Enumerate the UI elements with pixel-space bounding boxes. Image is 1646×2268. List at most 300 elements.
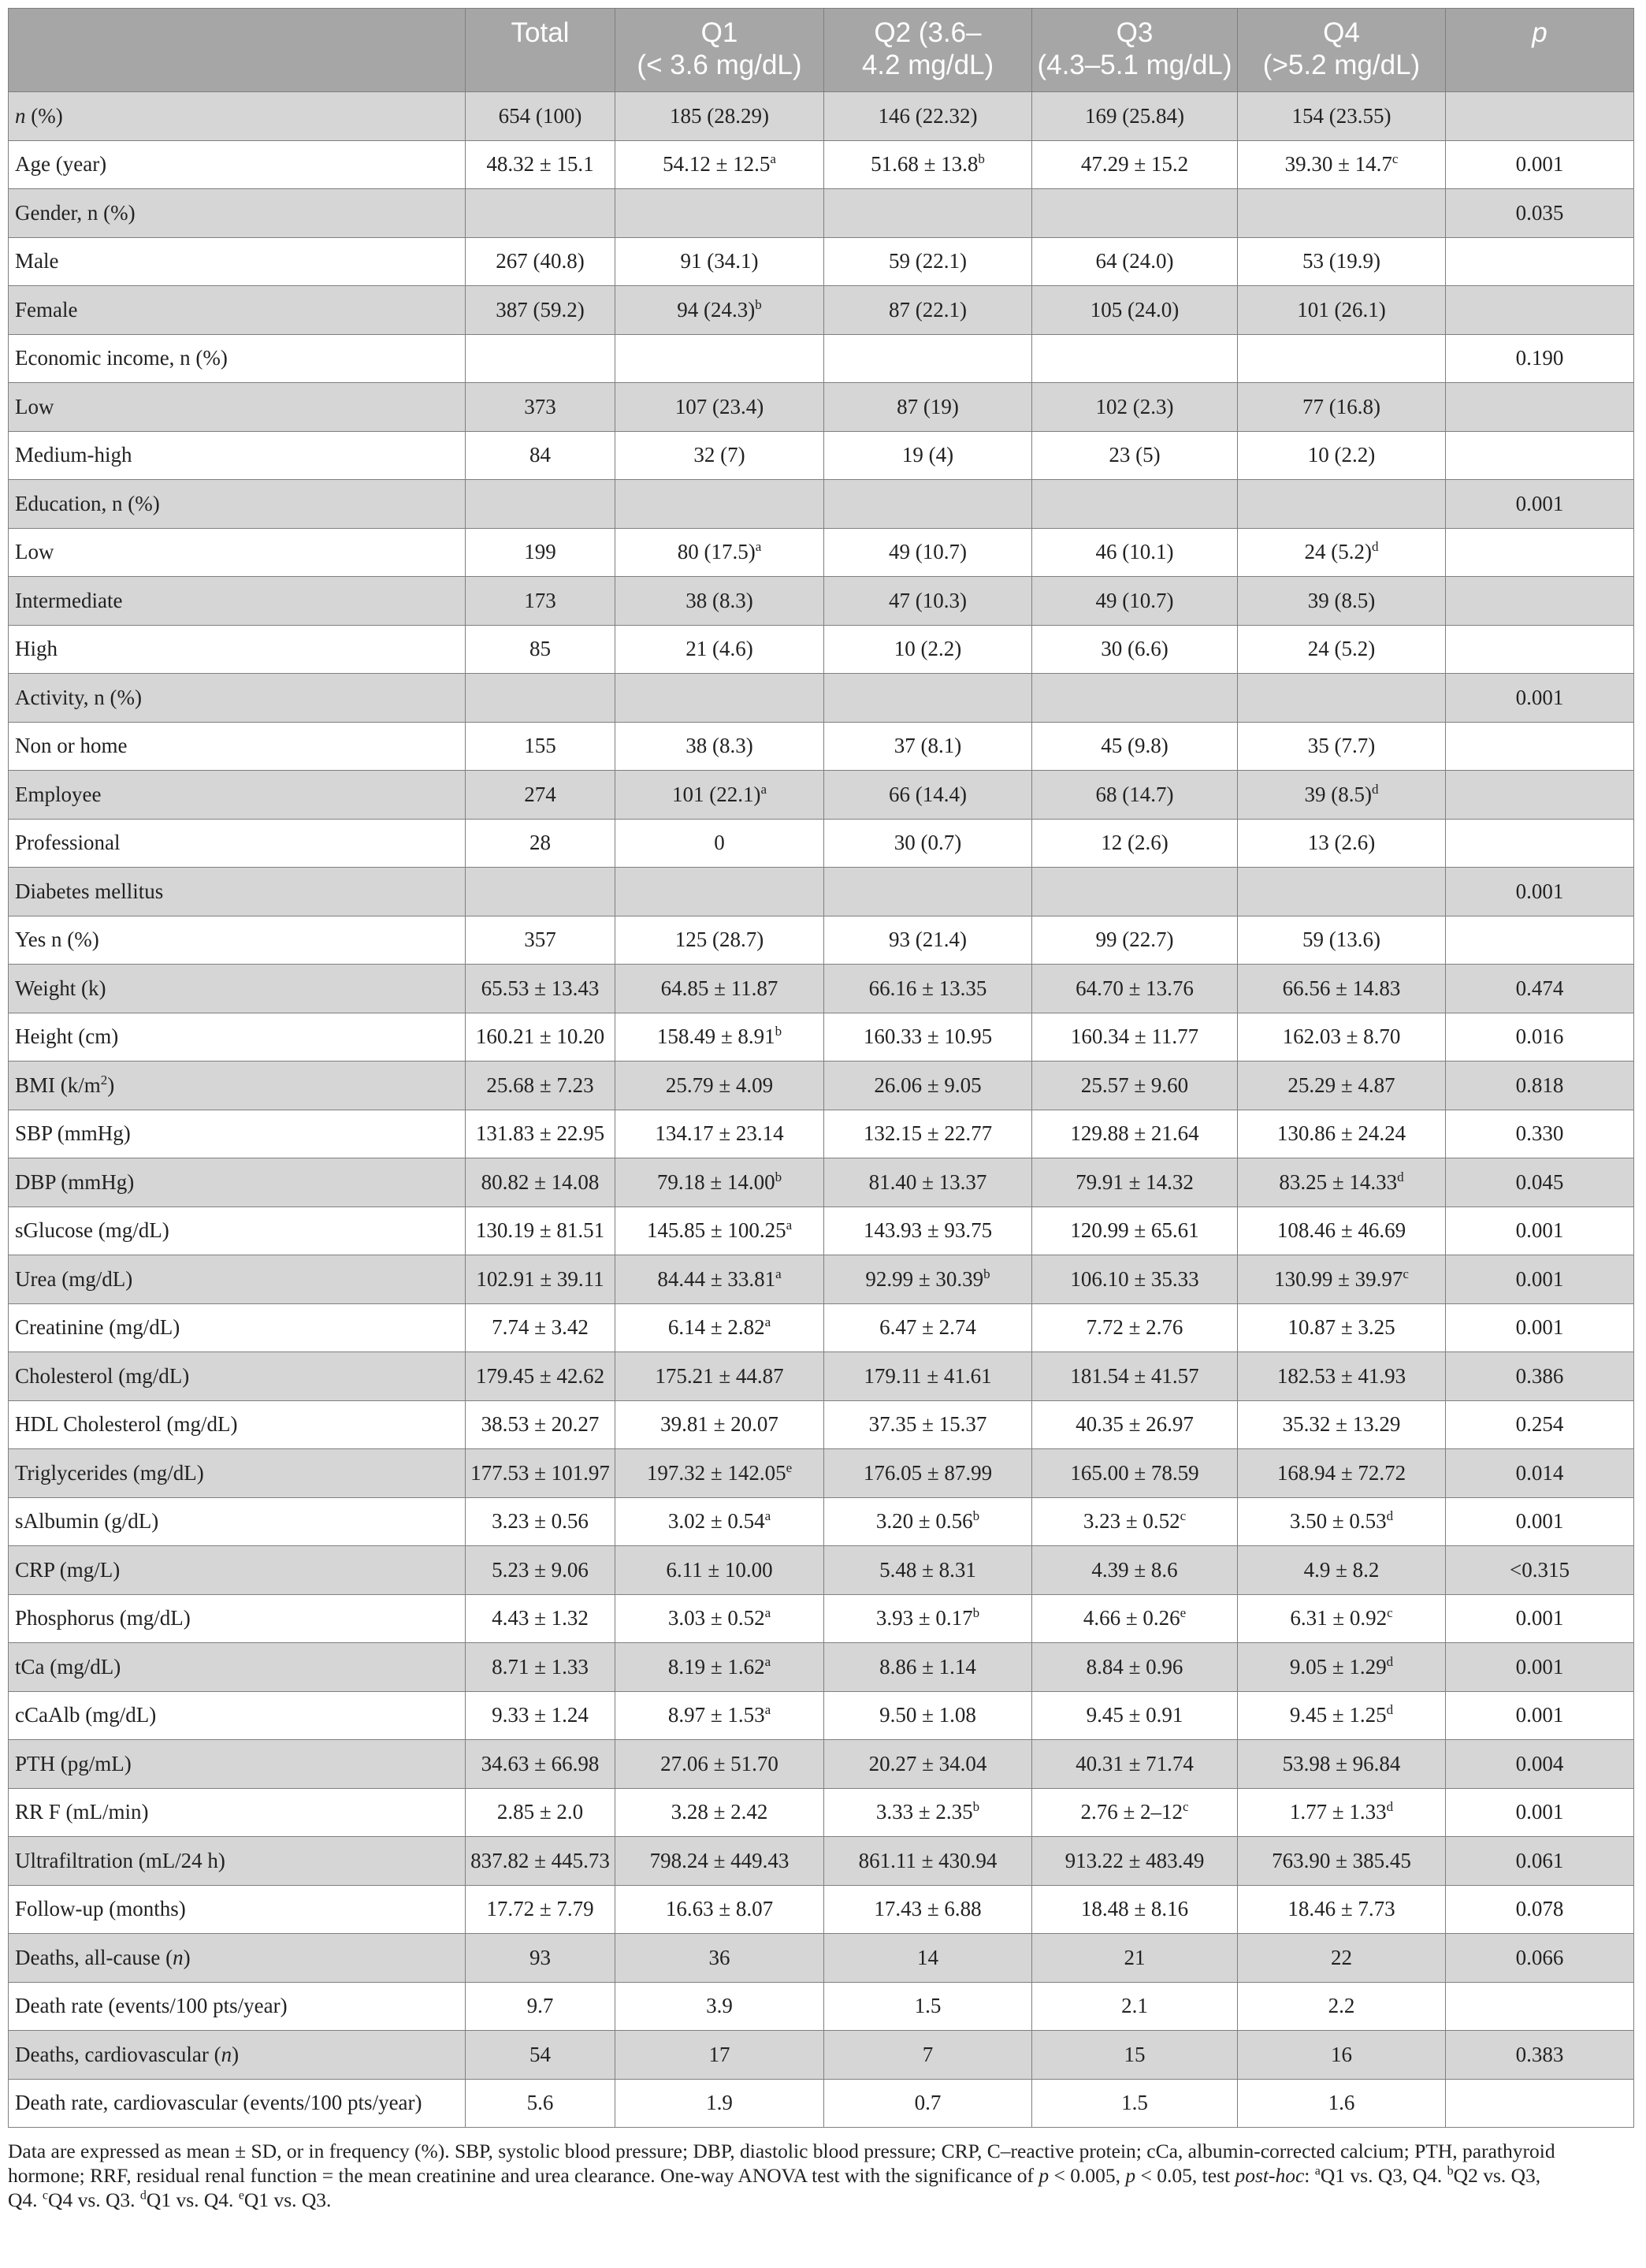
- row-label: Activity, n (%): [9, 674, 466, 723]
- row-label: Employee: [9, 771, 466, 820]
- cell-q2: 8.86 ± 1.14: [824, 1643, 1032, 1692]
- cell-q1: [615, 868, 824, 916]
- cell-q4: 22: [1238, 1934, 1446, 1983]
- row-label: Deaths, cardiovascular (n): [9, 2031, 466, 2080]
- cell-q4: 24 (5.2): [1238, 625, 1446, 674]
- table-body: [9, 92, 1634, 2128]
- cell-q4: 39 (8.5): [1238, 577, 1446, 626]
- cell-q1: 36: [615, 1934, 824, 1983]
- table-row: [9, 237, 1634, 286]
- cell-q4: 53.98 ± 96.84: [1238, 1740, 1446, 1789]
- cell-q1: 54.12 ± 12.5$^a$: [615, 140, 824, 189]
- cell-p: 0.383: [1446, 2031, 1634, 2080]
- table-row: [9, 480, 1634, 529]
- table-row: [9, 674, 1634, 723]
- table-container: [8, 8, 1633, 2128]
- table-row: [9, 189, 1634, 238]
- cell-q2: 1.5: [824, 1982, 1032, 2031]
- row-label: Education, n (%): [9, 480, 466, 529]
- table-row: [9, 1788, 1634, 1837]
- cell-q3: 99 (22.7): [1032, 916, 1238, 965]
- cell-p: [1446, 383, 1634, 432]
- cell-p: [1446, 237, 1634, 286]
- cell-q1: 38 (8.3): [615, 577, 824, 626]
- cell-q4: 9.05 ± 1.29$^d$: [1238, 1643, 1446, 1692]
- cell-p: [1446, 916, 1634, 965]
- cell-p: 0.001: [1446, 1497, 1634, 1546]
- cell-q3: 8.84 ± 0.96: [1032, 1643, 1238, 1692]
- cell-total: 25.68 ± 7.23: [466, 1061, 615, 1110]
- cell-q3: 25.57 ± 9.60: [1032, 1061, 1238, 1110]
- header-q3: Q3 (4.3–5.1 mg/dL): [1032, 9, 1238, 92]
- cell-total: 65.53 ± 13.43: [466, 965, 615, 1013]
- cell-p: [1446, 92, 1634, 141]
- cell-q2: 176.05 ± 87.99: [824, 1449, 1032, 1498]
- table-row: [9, 1207, 1634, 1255]
- cell-q1: [615, 334, 824, 383]
- row-label: Phosphorus (mg/dL): [9, 1594, 466, 1643]
- row-label: Yes n (%): [9, 916, 466, 965]
- table-row: [9, 1643, 1634, 1692]
- table-row: [9, 140, 1634, 189]
- cell-q1: 84.44 ± 33.81$^a$: [615, 1255, 824, 1304]
- cell-q1: 101 $(22.1)^a$: [615, 771, 824, 820]
- cell-q3: 23 (5): [1032, 431, 1238, 480]
- cell-q3: 45 (9.8): [1032, 722, 1238, 771]
- cell-q1: 91 (34.1): [615, 237, 824, 286]
- cell-q3: [1032, 674, 1238, 723]
- cell-q3: $2.76 \pm 2-12^c$: [1032, 1788, 1238, 1837]
- row-label: n (%): [9, 92, 466, 141]
- cell-q4: [1238, 674, 1446, 723]
- cell-p: 0.001: [1446, 1788, 1634, 1837]
- table-row: [9, 2079, 1634, 2128]
- row-label: sAlbumin (g/dL): [9, 1497, 466, 1546]
- cell-q3: [1032, 334, 1238, 383]
- cell-q3: 120.99 ± 65.61: [1032, 1207, 1238, 1255]
- cell-q1: 3.9: [615, 1982, 824, 2031]
- cell-p: 0.045: [1446, 1158, 1634, 1207]
- cell-q3: 18.48 ± 8.16: [1032, 1885, 1238, 1934]
- cell-q1: 32 (7): [615, 431, 824, 480]
- cell-total: 54: [466, 2031, 615, 2080]
- row-label: Deaths, all-cause (n): [9, 1934, 466, 1983]
- cell-total: 357: [466, 916, 615, 965]
- cell-q4: [1238, 189, 1446, 238]
- table-row: [9, 965, 1634, 1013]
- cell-p: 0.001: [1446, 1643, 1634, 1692]
- table-row: [9, 92, 1634, 141]
- cell-q4: 24 $(5.2)^d$: [1238, 528, 1446, 577]
- cell-q2: 87 (22.1): [824, 286, 1032, 335]
- cell-total: 38.53 ± 20.27: [466, 1400, 615, 1449]
- cell-q4: 108.46 ± 46.69: [1238, 1207, 1446, 1255]
- cell-q2: 19 (4): [824, 431, 1032, 480]
- cell-q1: 6.11 ± 10.00: [615, 1546, 824, 1595]
- cell-p: 0.001: [1446, 1255, 1634, 1304]
- row-label: Death rate (events/100 pts/year): [9, 1982, 466, 2031]
- row-label: Death rate, cardiovascular (events/100 pts/year): [9, 2079, 466, 2128]
- cell-q4: 130.99 ± 39.97$^c$: [1238, 1255, 1446, 1304]
- row-label: Triglycerides (mg/dL): [9, 1449, 466, 1498]
- cell-total: 17.72 ± 7.79: [466, 1885, 615, 1934]
- table-row: [9, 383, 1634, 432]
- cell-p: [1446, 625, 1634, 674]
- row-label: Cholesterol (mg/dL): [9, 1352, 466, 1401]
- cell-q4: 154 (23.55): [1238, 92, 1446, 141]
- cell-q1: 79.18 ± 14.00$^b$: [615, 1158, 824, 1207]
- cell-total: 9.7: [466, 1982, 615, 2031]
- cell-q2: [824, 480, 1032, 529]
- cell-q3: 40.35 ± 26.97: [1032, 1400, 1238, 1449]
- row-label: CRP (mg/L): [9, 1546, 466, 1595]
- cell-total: 131.83 ± 22.95: [466, 1110, 615, 1158]
- cell-q1: 125 (28.7): [615, 916, 824, 965]
- cell-q1: 80 $(17.5)^a$: [615, 528, 824, 577]
- cell-total: 654 (100): [466, 92, 615, 141]
- cell-q3: [1032, 480, 1238, 529]
- cell-q3: 64 (24.0): [1032, 237, 1238, 286]
- cell-total: [466, 480, 615, 529]
- cell-total: [466, 868, 615, 916]
- cell-p: 0.078: [1446, 1885, 1634, 1934]
- cell-q4: 13 (2.6): [1238, 819, 1446, 868]
- table-row: [9, 1837, 1634, 1886]
- cell-total: [466, 189, 615, 238]
- cell-p: 0.001: [1446, 480, 1634, 529]
- cell-q2: 37.35 ± 15.37: [824, 1400, 1032, 1449]
- cell-total: 84: [466, 431, 615, 480]
- cell-q4: 83.25 ± 14.33$^d$: [1238, 1158, 1446, 1207]
- cell-q2: 0.7: [824, 2079, 1032, 2128]
- cell-q1: [615, 480, 824, 529]
- cell-q1: 197.32 ± 142.05$^e$: [615, 1449, 824, 1498]
- cell-total: 373: [466, 383, 615, 432]
- table-row: [9, 1982, 1634, 2031]
- row-label: Diabetes mellitus: [9, 868, 466, 916]
- cell-p: [1446, 771, 1634, 820]
- row-label: HDL Cholesterol (mg/dL): [9, 1400, 466, 1449]
- row-label: High: [9, 625, 466, 674]
- table-row: [9, 1934, 1634, 1983]
- row-label: cCaAlb (mg/dL): [9, 1691, 466, 1740]
- cell-q4: 2.2: [1238, 1982, 1446, 2031]
- cell-q1: 94 $(24.3)^b$: [615, 286, 824, 335]
- cell-q2: 3.20 ± 0.56$^b$: [824, 1497, 1032, 1546]
- cell-q4: 18.46 ± 7.73: [1238, 1885, 1446, 1934]
- cell-q1: 175.21 ± 44.87: [615, 1352, 824, 1401]
- cell-q4: 130.86 ± 24.24: [1238, 1110, 1446, 1158]
- cell-p: [1446, 577, 1634, 626]
- cell-q3: 106.10 ± 35.33: [1032, 1255, 1238, 1304]
- table-row: [9, 1158, 1634, 1207]
- row-label: Low: [9, 528, 466, 577]
- cell-total: 7.74 ± 3.42: [466, 1303, 615, 1352]
- cell-p: [1446, 1982, 1634, 2031]
- cell-q4: 10 (2.2): [1238, 431, 1446, 480]
- table-row: [9, 1110, 1634, 1158]
- cell-q3: 169 (25.84): [1032, 92, 1238, 141]
- cell-q2: 37 (8.1): [824, 722, 1032, 771]
- cell-q3: 12 (2.6): [1032, 819, 1238, 868]
- cell-q4: 66.56 ± 14.83: [1238, 965, 1446, 1013]
- table-row: [9, 819, 1634, 868]
- cell-q2: 3.93 ± 0.17$^b$: [824, 1594, 1032, 1643]
- cell-p: [1446, 286, 1634, 335]
- cell-q1: 27.06 ± 51.70: [615, 1740, 824, 1789]
- cell-q2: 6.47 ± 2.74: [824, 1303, 1032, 1352]
- cell-q4: 162.03 ± 8.70: [1238, 1013, 1446, 1061]
- header-total: Total: [466, 9, 615, 92]
- table-row: [9, 722, 1634, 771]
- cell-q4: 1.6: [1238, 2079, 1446, 2128]
- table-row: [9, 1303, 1634, 1352]
- row-label: Intermediate: [9, 577, 466, 626]
- cell-q2: 143.93 ± 93.75: [824, 1207, 1032, 1255]
- cell-q3: 129.88 ± 21.64: [1032, 1110, 1238, 1158]
- cell-p: 0.035: [1446, 189, 1634, 238]
- cell-total: 9.33 ± 1.24: [466, 1691, 615, 1740]
- cell-q4: [1238, 480, 1446, 529]
- cell-q2: 49 (10.7): [824, 528, 1032, 577]
- cell-q1: 8.97 ± 1.53$^a$: [615, 1691, 824, 1740]
- cell-total: 4.43 ± 1.32: [466, 1594, 615, 1643]
- cell-q4: 39.30 ± 14.7$^c$: [1238, 140, 1446, 189]
- cell-q1: 6.14 ± 2.82$^a$: [615, 1303, 824, 1352]
- cell-total: 93: [466, 1934, 615, 1983]
- table-row: [9, 1061, 1634, 1110]
- row-label: RR F (mL/min): [9, 1788, 466, 1837]
- table-row: [9, 334, 1634, 383]
- cell-total: 102.91 ± 39.11: [466, 1255, 615, 1304]
- cell-total: [466, 334, 615, 383]
- row-label: tCa (mg/dL): [9, 1643, 466, 1692]
- header-q1: Q1 (< 3.6 mg/dL): [615, 9, 824, 92]
- cell-p: 0.001: [1446, 1207, 1634, 1255]
- cell-q4: 59 (13.6): [1238, 916, 1446, 965]
- cell-p: 0.330: [1446, 1110, 1634, 1158]
- cell-total: 80.82 ± 14.08: [466, 1158, 615, 1207]
- cell-q3: 160.34 ± 11.77: [1032, 1013, 1238, 1061]
- cell-p: [1446, 819, 1634, 868]
- table-row: [9, 1691, 1634, 1740]
- row-label: Creatinine (mg/dL): [9, 1303, 466, 1352]
- cell-q4: 9.45 ± 1.25$^d$: [1238, 1691, 1446, 1740]
- cell-q4: 763.90 ± 385.45: [1238, 1837, 1446, 1886]
- row-label: Ultrafiltration (mL/24 h): [9, 1837, 466, 1886]
- cell-q3: 21: [1032, 1934, 1238, 1983]
- cell-p: 0.004: [1446, 1740, 1634, 1789]
- cell-total: 837.82 ± 445.73: [466, 1837, 615, 1886]
- cell-q3: 7.72 ± 2.76: [1032, 1303, 1238, 1352]
- cell-q1: 134.17 ± 23.14: [615, 1110, 824, 1158]
- row-label: Follow-up (months): [9, 1885, 466, 1934]
- data-table: [8, 8, 1634, 2128]
- cell-q1: 8.19 ± 1.62$^a$: [615, 1643, 824, 1692]
- cell-q1: 21 (4.6): [615, 625, 824, 674]
- table-row: [9, 1497, 1634, 1546]
- cell-p: 0.190: [1446, 334, 1634, 383]
- cell-q2: 93 (21.4): [824, 916, 1032, 965]
- cell-q3: 68 (14.7): [1032, 771, 1238, 820]
- header-q2: Q2 (3.6– 4.2 mg/dL): [824, 9, 1032, 92]
- cell-p: [1446, 2079, 1634, 2128]
- cell-q4: 101 (26.1): [1238, 286, 1446, 335]
- cell-p: 0.014: [1446, 1449, 1634, 1498]
- cell-total: 387 (59.2): [466, 286, 615, 335]
- cell-q2: 51.68 ± 13.8$^b$: [824, 140, 1032, 189]
- cell-q3: 47.29 ± 15.2: [1032, 140, 1238, 189]
- table-row: [9, 1013, 1634, 1061]
- cell-q2: 7: [824, 2031, 1032, 2080]
- cell-p: <0.315: [1446, 1546, 1634, 1595]
- cell-q2: 10 (2.2): [824, 625, 1032, 674]
- cell-q1: 64.85 ± 11.87: [615, 965, 824, 1013]
- cell-q3: [1032, 189, 1238, 238]
- cell-q4: 77 (16.8): [1238, 383, 1446, 432]
- cell-p: 0.001: [1446, 140, 1634, 189]
- cell-p: 0.061: [1446, 1837, 1634, 1886]
- row-label: Professional: [9, 819, 466, 868]
- cell-q2: 179.11 ± 41.61: [824, 1352, 1032, 1401]
- table-row: [9, 1885, 1634, 1934]
- table-row: [9, 286, 1634, 335]
- cell-total: 173: [466, 577, 615, 626]
- cell-total: 28: [466, 819, 615, 868]
- cell-q2: 5.48 ± 8.31: [824, 1546, 1032, 1595]
- cell-q2: 14: [824, 1934, 1032, 1983]
- cell-q1: 0: [615, 819, 824, 868]
- cell-q2: 66 (14.4): [824, 771, 1032, 820]
- cell-total: 160.21 ± 10.20: [466, 1013, 615, 1061]
- row-label: Age (year): [9, 140, 466, 189]
- cell-q4: 168.94 ± 72.72: [1238, 1449, 1446, 1498]
- cell-q3: 79.91 ± 14.32: [1032, 1158, 1238, 1207]
- cell-q3: 15: [1032, 2031, 1238, 2080]
- cell-total: [466, 674, 615, 723]
- cell-q3: 9.45 ± 0.91: [1032, 1691, 1238, 1740]
- cell-total: 2.85 ± 2.0: [466, 1788, 615, 1837]
- cell-q2: 47 (10.3): [824, 577, 1032, 626]
- cell-q1: 17: [615, 2031, 824, 2080]
- cell-q1: 3.02 ± 0.54$^a$: [615, 1497, 824, 1546]
- cell-q2: 87 (19): [824, 383, 1032, 432]
- header-row: [9, 9, 1634, 92]
- cell-q1: 1.9: [615, 2079, 824, 2128]
- row-label: PTH (pg/mL): [9, 1740, 466, 1789]
- table-row: [9, 2031, 1634, 2080]
- cell-p: 0.818: [1446, 1061, 1634, 1110]
- cell-q2: 20.27 ± 34.04: [824, 1740, 1032, 1789]
- cell-q2: 59 (22.1): [824, 237, 1032, 286]
- cell-q1: 798.24 ± 449.43: [615, 1837, 824, 1886]
- cell-q4: 35.32 ± 13.29: [1238, 1400, 1446, 1449]
- table-row: [9, 916, 1634, 965]
- cell-q2: 132.15 ± 22.77: [824, 1110, 1032, 1158]
- cell-q2: [824, 334, 1032, 383]
- cell-q4: 39 $(8.5)^d$: [1238, 771, 1446, 820]
- cell-q1: 185 (28.29): [615, 92, 824, 141]
- table-row: [9, 771, 1634, 820]
- cell-q3: 2.1: [1032, 1982, 1238, 2031]
- cell-q2: 9.50 ± 1.08: [824, 1691, 1032, 1740]
- cell-q4: 3.50 ± 0.53$^d$: [1238, 1497, 1446, 1546]
- cell-q3: 165.00 ± 78.59: [1032, 1449, 1238, 1498]
- cell-q3: 4.66 ± 0.26$^e$: [1032, 1594, 1238, 1643]
- cell-q1: 158.49 ± 8.91$^b$: [615, 1013, 824, 1061]
- cell-q4: [1238, 334, 1446, 383]
- cell-q2: 66.16 ± 13.35: [824, 965, 1032, 1013]
- cell-q3: 49 (10.7): [1032, 577, 1238, 626]
- row-label: Gender, n (%): [9, 189, 466, 238]
- cell-q3: 105 (24.0): [1032, 286, 1238, 335]
- cell-q3: 30 (6.6): [1032, 625, 1238, 674]
- cell-q1: 3.28 ± 2.42: [615, 1788, 824, 1837]
- cell-total: 48.32 ± 15.1: [466, 140, 615, 189]
- cell-q4: 16: [1238, 2031, 1446, 2080]
- row-label: BMI $(k/m^2)$: [9, 1061, 466, 1110]
- cell-q3: [1032, 868, 1238, 916]
- cell-total: 3.23 ± 0.56: [466, 1497, 615, 1546]
- row-label: Urea (mg/dL): [9, 1255, 466, 1304]
- row-label: Weight (k): [9, 965, 466, 1013]
- table-row: [9, 1400, 1634, 1449]
- cell-q4: 1.77 ± 1.33$^d$: [1238, 1788, 1446, 1837]
- cell-p: [1446, 431, 1634, 480]
- cell-q2: 160.33 ± 10.95: [824, 1013, 1032, 1061]
- table-row: [9, 577, 1634, 626]
- cell-q2: [824, 674, 1032, 723]
- cell-p: 0.474: [1446, 965, 1634, 1013]
- cell-q1: 3.03 ± 0.52$^a$: [615, 1594, 824, 1643]
- table-row: [9, 431, 1634, 480]
- cell-p: 0.386: [1446, 1352, 1634, 1401]
- cell-q1: 16.63 ± 8.07: [615, 1885, 824, 1934]
- table-row: [9, 1594, 1634, 1643]
- table-row: [9, 1255, 1634, 1304]
- cell-p: 0.066: [1446, 1934, 1634, 1983]
- cell-q4: 25.29 ± 4.87: [1238, 1061, 1446, 1110]
- cell-q2: 92.99 ± 30.39$^b$: [824, 1255, 1032, 1304]
- cell-q4: 53 (19.9): [1238, 237, 1446, 286]
- cell-q4: 10.87 ± 3.25: [1238, 1303, 1446, 1352]
- cell-q1: 38 (8.3): [615, 722, 824, 771]
- cell-q4: 35 (7.7): [1238, 722, 1446, 771]
- table-footnote: Data are expressed as mean ± SD, or in frequency (%). SBP, systolic blood pressure; DBP, diastolic blood pressure; CRP, C–reactive protein; cCa, albumin-corrected calcium; PTH, parathyroid hormone; RRF, residual renal function = the mean creatinine and urea clearance. One-way ANOVA test with the significance of p < 0.005, p < 0.05, test post-hoc: $^a$Q1 vs. Q3, Q4. $^b$Q2 vs. Q3, Q4. $^c$Q4 vs. Q3. $^d$Q1 vs. Q4. $^e$Q1 vs. Q3.: [8, 2140, 1555, 2211]
- cell-q3: 40.31 ± 71.74: [1032, 1740, 1238, 1789]
- cell-q2: 3.33 ± 2.35$^b$: [824, 1788, 1032, 1837]
- table-row: [9, 868, 1634, 916]
- cell-total: 5.23 ± 9.06: [466, 1546, 615, 1595]
- row-label: DBP (mmHg): [9, 1158, 466, 1207]
- row-label: Medium-high: [9, 431, 466, 480]
- cell-q4: 6.31 ± 0.92$^c$: [1238, 1594, 1446, 1643]
- cell-total: 274: [466, 771, 615, 820]
- cell-q3: 3.23 ± 0.52$^c$: [1032, 1497, 1238, 1546]
- cell-q3: 64.70 ± 13.76: [1032, 965, 1238, 1013]
- table-row: [9, 625, 1634, 674]
- header-p: p: [1446, 9, 1634, 92]
- row-label: Height (cm): [9, 1013, 466, 1061]
- cell-p: 0.016: [1446, 1013, 1634, 1061]
- cell-p: 0.001: [1446, 674, 1634, 723]
- cell-q3: 102 (2.3): [1032, 383, 1238, 432]
- cell-total: 267 (40.8): [466, 237, 615, 286]
- cell-q2: 17.43 ± 6.88: [824, 1885, 1032, 1934]
- cell-p: 0.001: [1446, 1303, 1634, 1352]
- table-row: [9, 1449, 1634, 1498]
- cell-q1: 39.81 ± 20.07: [615, 1400, 824, 1449]
